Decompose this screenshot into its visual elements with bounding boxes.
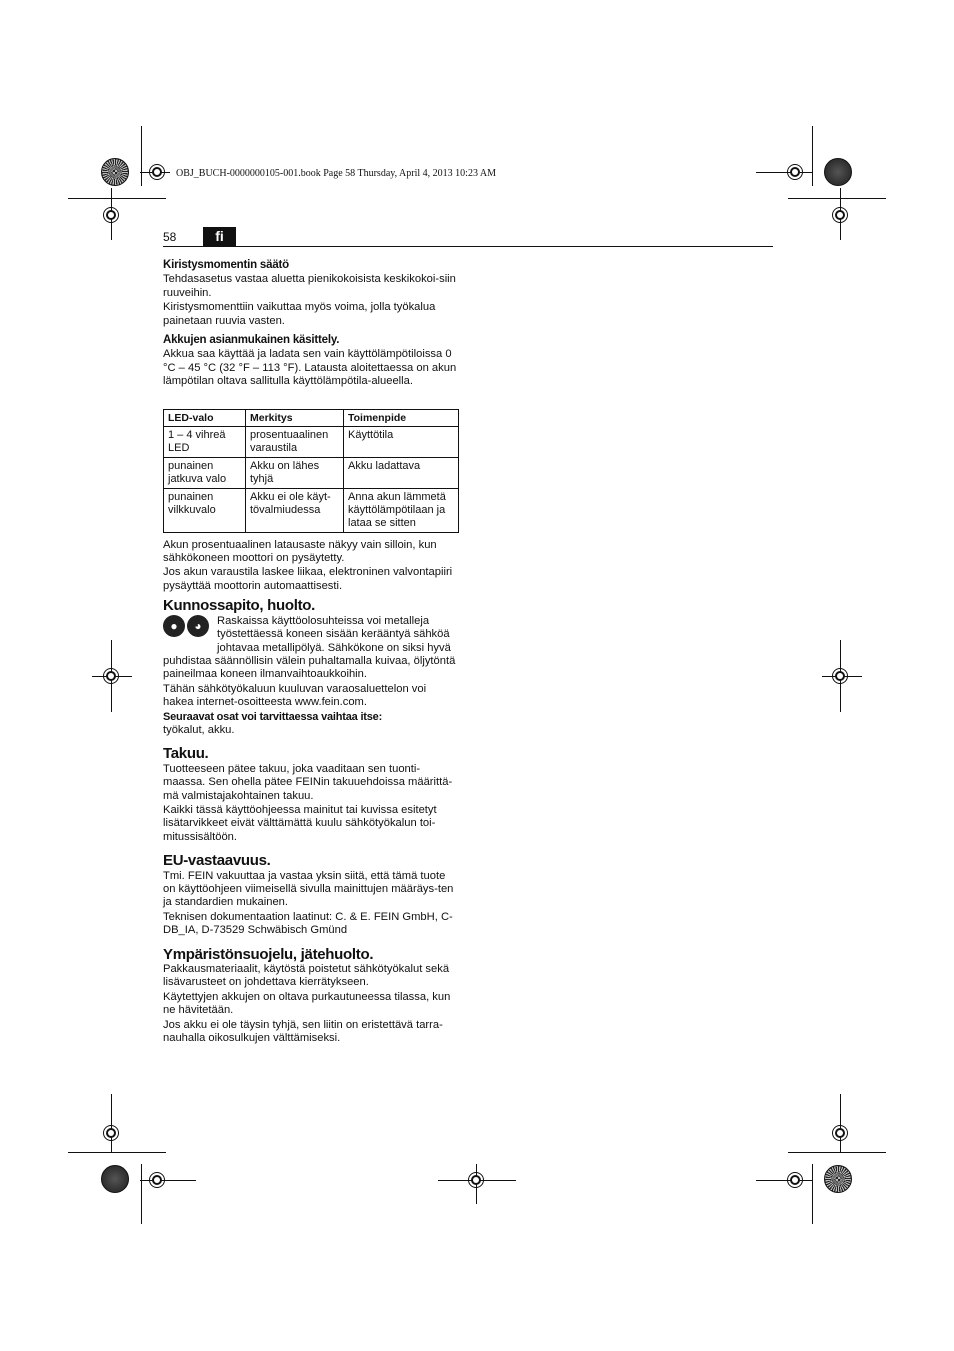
registration-mark-icon — [149, 164, 165, 180]
registration-mark-icon — [832, 1125, 848, 1141]
table-cell: Anna akun lämmetä käyttölämpötilaan ja lataa se sitten — [344, 488, 459, 532]
paragraph: Tähän sähkötyökaluun kuuluvan varaosaluettelon voi hakea internet-osoitteesta www.fein.com. — [163, 682, 427, 709]
table-cell: Akku on lähes tyhjä — [246, 457, 344, 488]
section-heading: Kiristysmomentin säätö — [163, 259, 289, 271]
color-target-icon — [101, 1165, 129, 1193]
registration-mark-icon — [149, 1172, 165, 1188]
paragraph: Teknisen dokumentaation laatinut: C. & E. FEIN GmbH, C-DB_IA, D-73529 Schwäbisch Gmünd — [163, 910, 453, 937]
paragraph: Käytettyjen akkujen on oltava purkautuneessa tilassa, kun ne hävitetään. — [163, 990, 451, 1017]
section-heading: Ympäristönsuojelu, jätehuolto. — [163, 945, 374, 963]
registration-mark-icon — [103, 668, 119, 684]
registration-mark-icon — [468, 1172, 484, 1188]
table-row — [164, 488, 459, 532]
section-heading: Akkujen asianmukainen käsittely. — [163, 334, 340, 347]
registration-mark-icon — [103, 207, 119, 223]
paragraph: Tmi. FEIN vakuuttaa ja vastaa yksin siitä, että tämä tuote on käyttöohjeen viimeisellä sivulla mainittujen määräys-ten ja standardien mukainen. — [163, 869, 454, 909]
header-rule — [163, 246, 773, 247]
paragraph: Kiristysmomenttiin vaikuttaa myös voima, jolla työkalua painetaan ruuvia vasten. — [163, 301, 436, 327]
color-target-icon — [824, 158, 852, 186]
paragraph: Pakkausmateriaalit, käytöstä poistetut sähkötyökalut sekä lisävarusteet on johdettava kierrätykseen. — [163, 963, 450, 989]
paragraph: Akun prosentuaalinen latausaste näkyy vain silloin, kun sähkökoneen moottori on pysäytetty. — [163, 538, 437, 565]
bold-note: Seuraavat osat voi tarvittaessa vaihtaa itse: — [163, 710, 383, 723]
table-cell: 1 – 4 vihreä LED — [164, 426, 246, 457]
language-tab: fi — [203, 227, 236, 246]
paragraph: Jos akun varaustila laskee liikaa, elektroninen valvontapiiri pysäyttää moottorin automaattisesti. — [163, 566, 453, 592]
table-cell: Akku ladattava — [344, 457, 459, 488]
color-target-icon — [101, 158, 129, 186]
table-row — [164, 426, 459, 457]
main-column — [163, 259, 459, 1046]
paragraph: Jos akku ei ole täysin tyhjä, sen liitin on eristettävä tarra-nauhalla oikosulkujen välttämiseksi. — [163, 1018, 443, 1045]
column-header: Toimenpide — [344, 409, 459, 426]
paragraph: Akkua saa käyttää ja ladata sen vain käyttölämpötiloissa 0 °C – 45 °C (32 °F – 113 °F). Latausta aloitettaessa on akun lämpötilan oltava sallitulla käyttölämpötila-alueella. — [163, 348, 457, 388]
section-heading: EU-vastaavuus. — [163, 852, 271, 870]
registration-mark-icon — [787, 164, 803, 180]
registration-mark-icon — [832, 207, 848, 223]
column-header: LED-valo — [164, 409, 246, 426]
table-row — [164, 457, 459, 488]
registration-mark-icon — [103, 1125, 119, 1141]
registration-mark-icon — [787, 1172, 803, 1188]
table-cell: punainen vilkkuvalo — [164, 488, 246, 532]
print-file-info: OBJ_BUCH-0000000105-001.book Page 58 Thursday, April 4, 2013 10:23 AM — [176, 168, 496, 179]
page-number: 58 — [163, 230, 177, 244]
paragraph-text: Raskaissa käyttöolosuhteissa voi metalleja työstettäessä koneen sisään kerääntyä sähköä johtavaa metallipölyä. Sähkökone on siksi hyvä puhdistaa säännöllisin välein puhaltamalla kuivaa, öljytöntä paineilmaa koneen ilmanvaihtoaukkoihin. — [163, 614, 456, 681]
registration-mark-icon — [832, 668, 848, 684]
section-heading: Kunnossapito, huolto. — [163, 597, 316, 615]
table-header-row — [164, 409, 459, 426]
color-target-icon — [824, 1165, 852, 1193]
table-cell: prosentuaalinen varaustila — [246, 426, 344, 457]
table-cell: Käyttötila — [344, 426, 459, 457]
ear-protection-icon: ◕ — [187, 615, 209, 637]
goggles-icon: ● — [163, 615, 185, 637]
section-heading: Takuu. — [163, 745, 209, 763]
paragraph: Tuotteeseen pätee takuu, joka vaaditaan sen tuonti-maassa. Sen ohella pätee FEINin takuuehdoissa määrittä-mä valmistajakohtainen takuu. — [163, 762, 453, 802]
table-cell: Akku ei ole käyt-tövalmiudessa — [246, 488, 344, 532]
led-table — [163, 409, 459, 533]
paragraph — [163, 615, 459, 682]
column-header: Merkitys — [246, 409, 344, 426]
paragraph: työkalut, akku. — [163, 723, 235, 736]
paragraph: Tehdasasetus vastaa aluetta pienikokoisista keskikokoi-siin ruuveihin. — [163, 273, 456, 299]
safety-icons — [163, 615, 217, 643]
paragraph: Kaikki tässä käyttöohjeessa mainitut tai kuvissa esitetyt lisätarvikkeet eivät välttämättä kuulu sähkötyökalun toi-mitussisältöön. — [163, 803, 437, 843]
table-cell: punainen jatkuva valo — [164, 457, 246, 488]
